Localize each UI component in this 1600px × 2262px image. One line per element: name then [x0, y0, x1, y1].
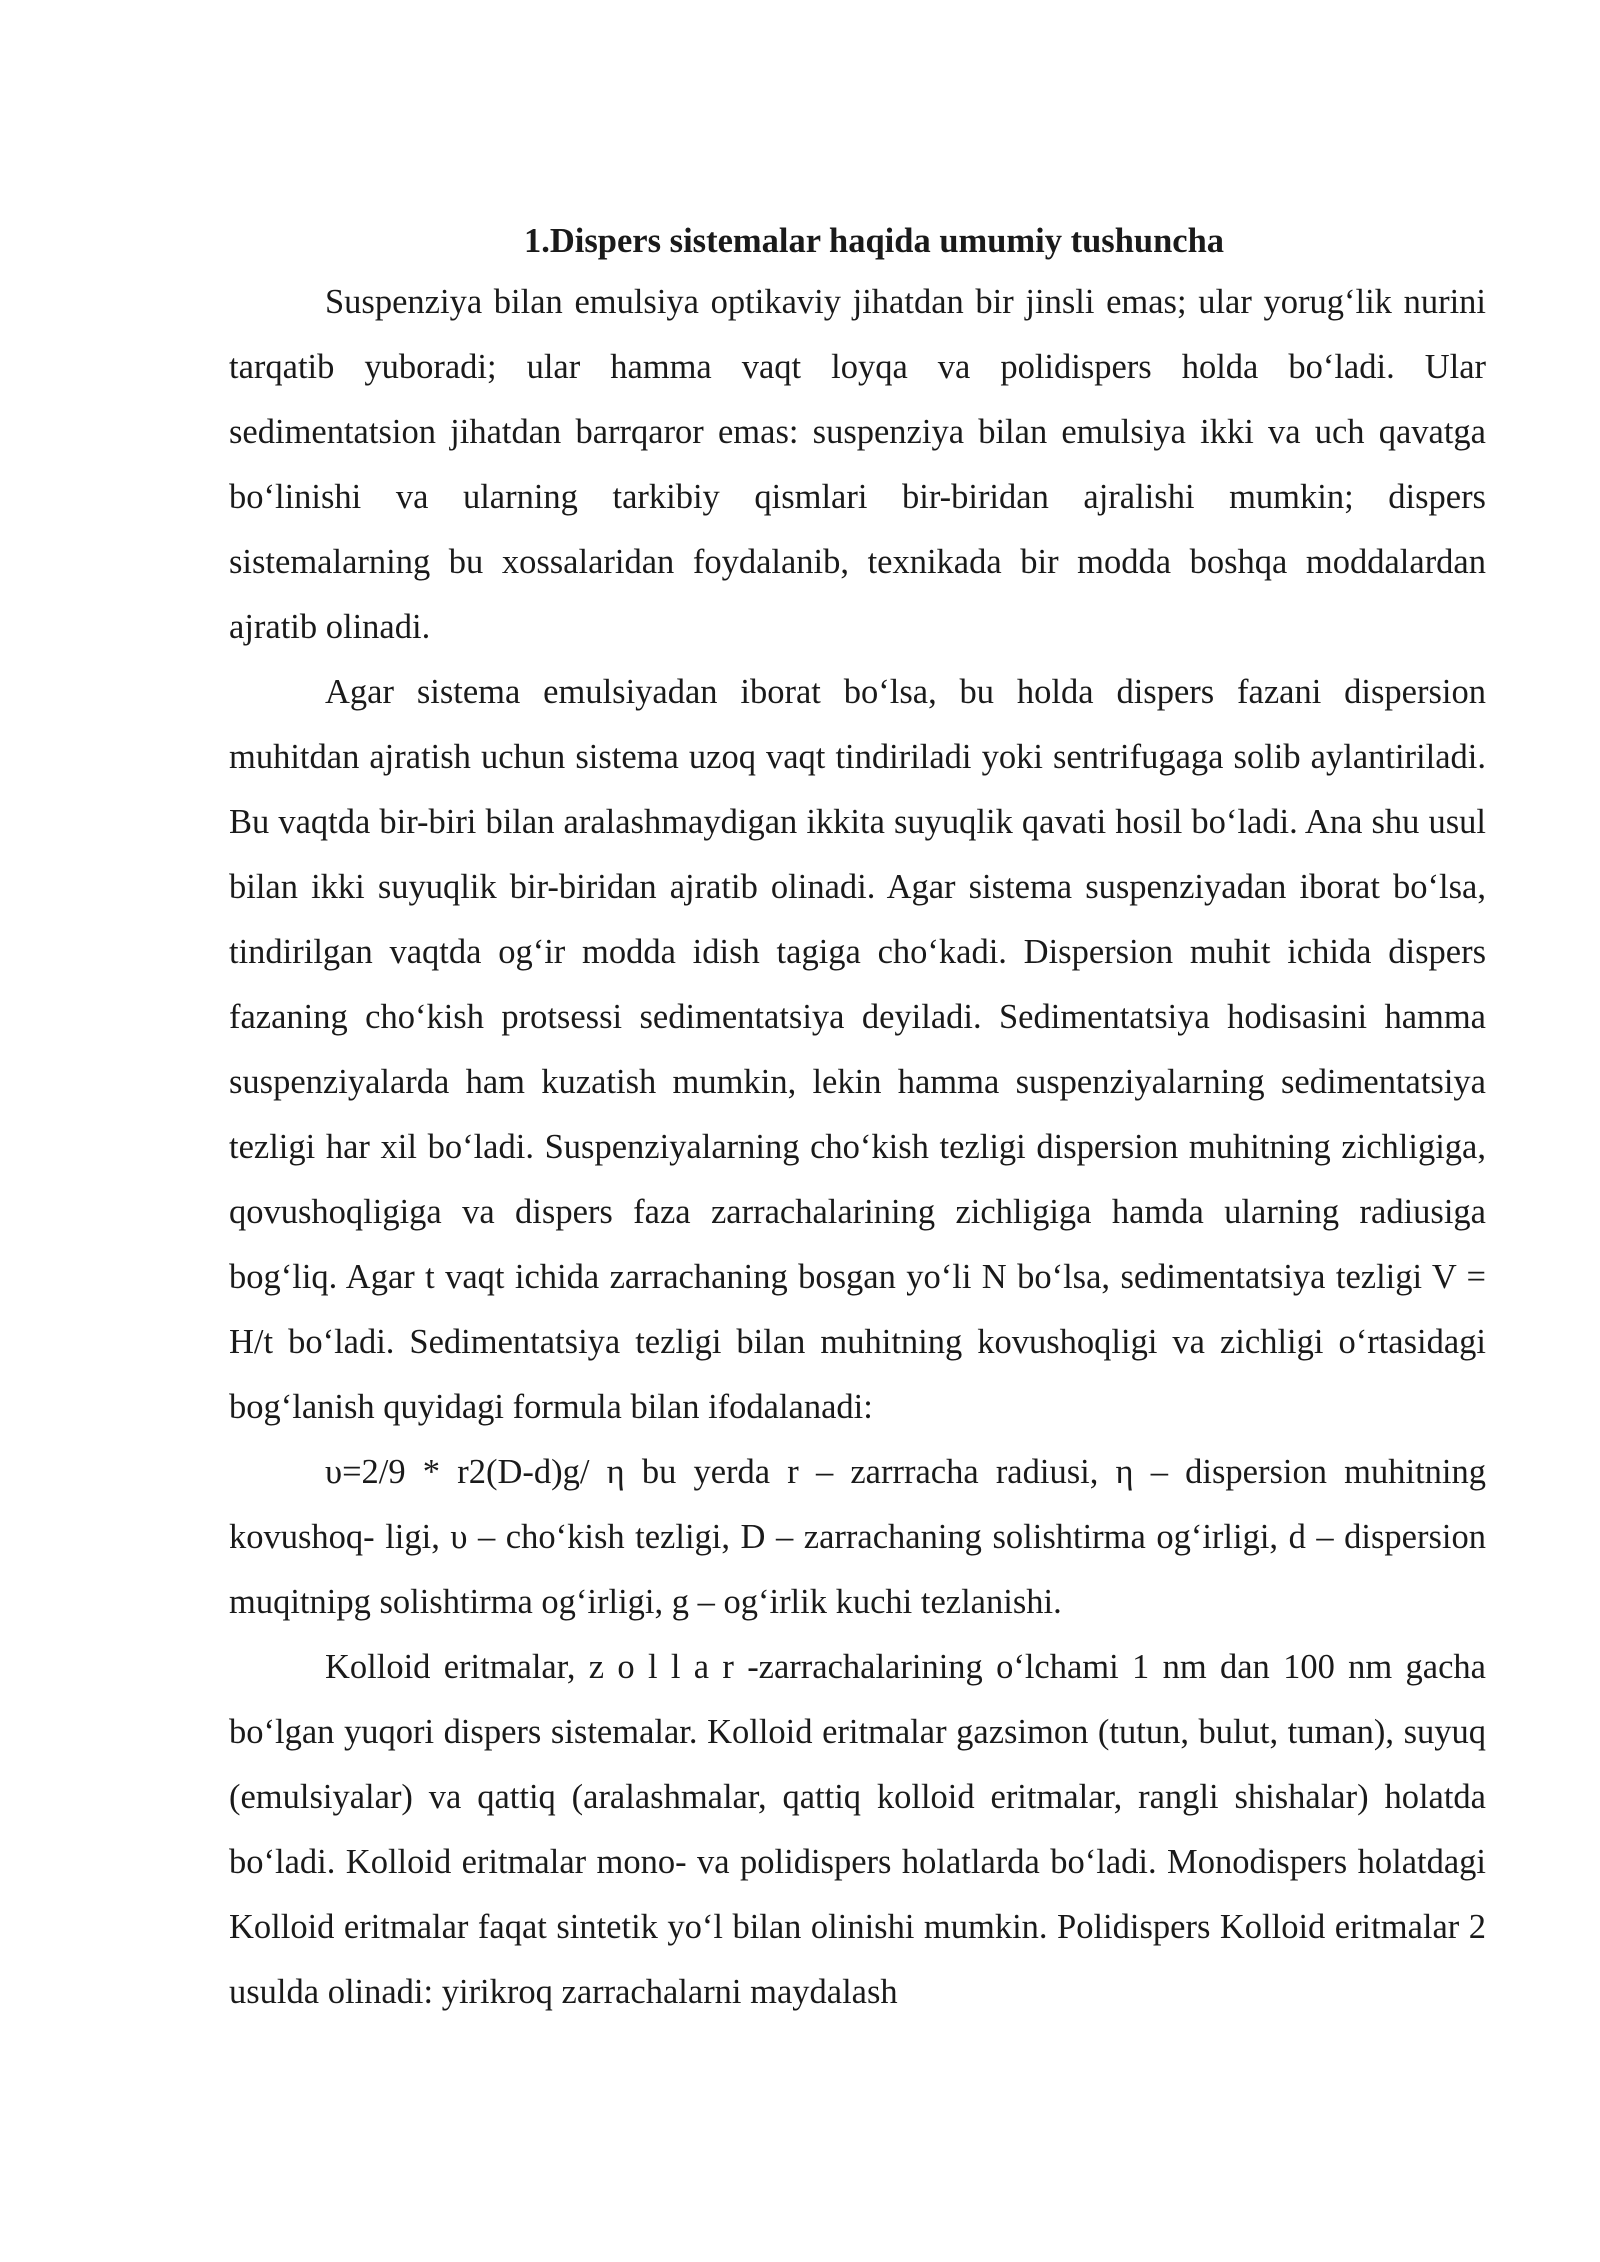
paragraph-sedimentation: Agar sistema emulsiyadan iborat bo‘lsa, bu holda dispers fazani dispersion muhitdan ajratish uchun sistema uzoq vaqt tindiriladi yoki sentrifugaga solib aylantiriladi. Bu vaqtda bir-biri bilan aralashmaydigan ikkita suyuqlik qavati hosil bo‘ladi. Ana shu usul bilan ikki suyuqlik bir-biridan ajratib olinadi. Agar sistema suspenziyadan iborat bo‘lsa, tindirilgan vaqtda og‘ir modda idish tagiga cho‘kadi. Dispersion muhit ichida dispers fazaning cho‘kish protsessi sedimentatsiya deyiladi. Sedimentatsiya hodisasini hamma suspenziyalarda ham kuzatish mumkin, lekin hamma suspenziyalarning sedimentatsiya tezligi har xil bo‘ladi. Suspenziyalarning cho‘kish tezligi dispersion muhitning zichligiga, qovushoqligiga va dispers faza zarrachalarining zichligiga hamda ularning radiusiga bog‘liq. Agar t vaqt ichida zarrachaning bosgan yo‘li N bo‘lsa, sedimentatsiya tezligi V = H/t bo‘ladi. Sedimentatsiya tezligi bilan muhitning kovushoqligi va zichligi o‘rtasidagi bog‘lanish quyidagi formula bilan ifodalanadi:: [229, 673, 1486, 1426]
paragraph-suspension-emulsion: Suspenziya bilan emulsiya optikaviy jihatdan bir jinsli emas; ular yorug‘lik nurini tarqatib yuboradi; ular hamma vaqt loyqa va polidispers holda bo‘ladi. Ular sedimentatsion jihatdan barrqaror emas: suspenziya bilan emulsiya ikki va uch qavatga bo‘linishi va ularning tarkibiy qismlari bir-biridan ajralishi mumkin; dispers sistemalarning bu xossalaridan foydalanib, texnikada bir modda boshqa moddalardan ajratib olinadi.: [229, 283, 1486, 646]
section-heading: 1.Dispers sistemalar haqida umumiy tushuncha: [524, 222, 1225, 260]
document-body: [229, 212, 1486, 2025]
paragraph-colloid-solutions: Kolloid eritmalar, z o l l a r -zarrachalarining o‘lchami 1 nm dan 100 nm gacha bo‘lgan yuqori dispers sistemalar. Kolloid eritmalar gazsimon (tutun, bulut, tuman), suyuq (emulsiyalar) va qattiq (aralashmalar, qattiq kolloid eritmalar, rangli shishalar) holatda bo‘ladi. Kolloid eritmalar mono- va polidispers holatlarda bo‘ladi. Monodispers holatdagi Kolloid eritmalar faqat sintetik yo‘l bilan olinishi mumkin. Polidispers Kolloid eritmalar 2 usulda olinadi: yirikroq zarrachalarni maydalash: [229, 1648, 1486, 2011]
paragraph-formula: υ=2/9 * r2(D-d)g/ η bu yerda r – zarrracha radiusi, η – dispersion muhitning kovushoq- ligi, υ – cho‘kish tezligi, D – zarrachaning solishtirma og‘irligi, d – dispersion muqitnipg solishtirma og‘irligi, g – og‘irlik kuchi tezlanishi.: [229, 1453, 1486, 1621]
